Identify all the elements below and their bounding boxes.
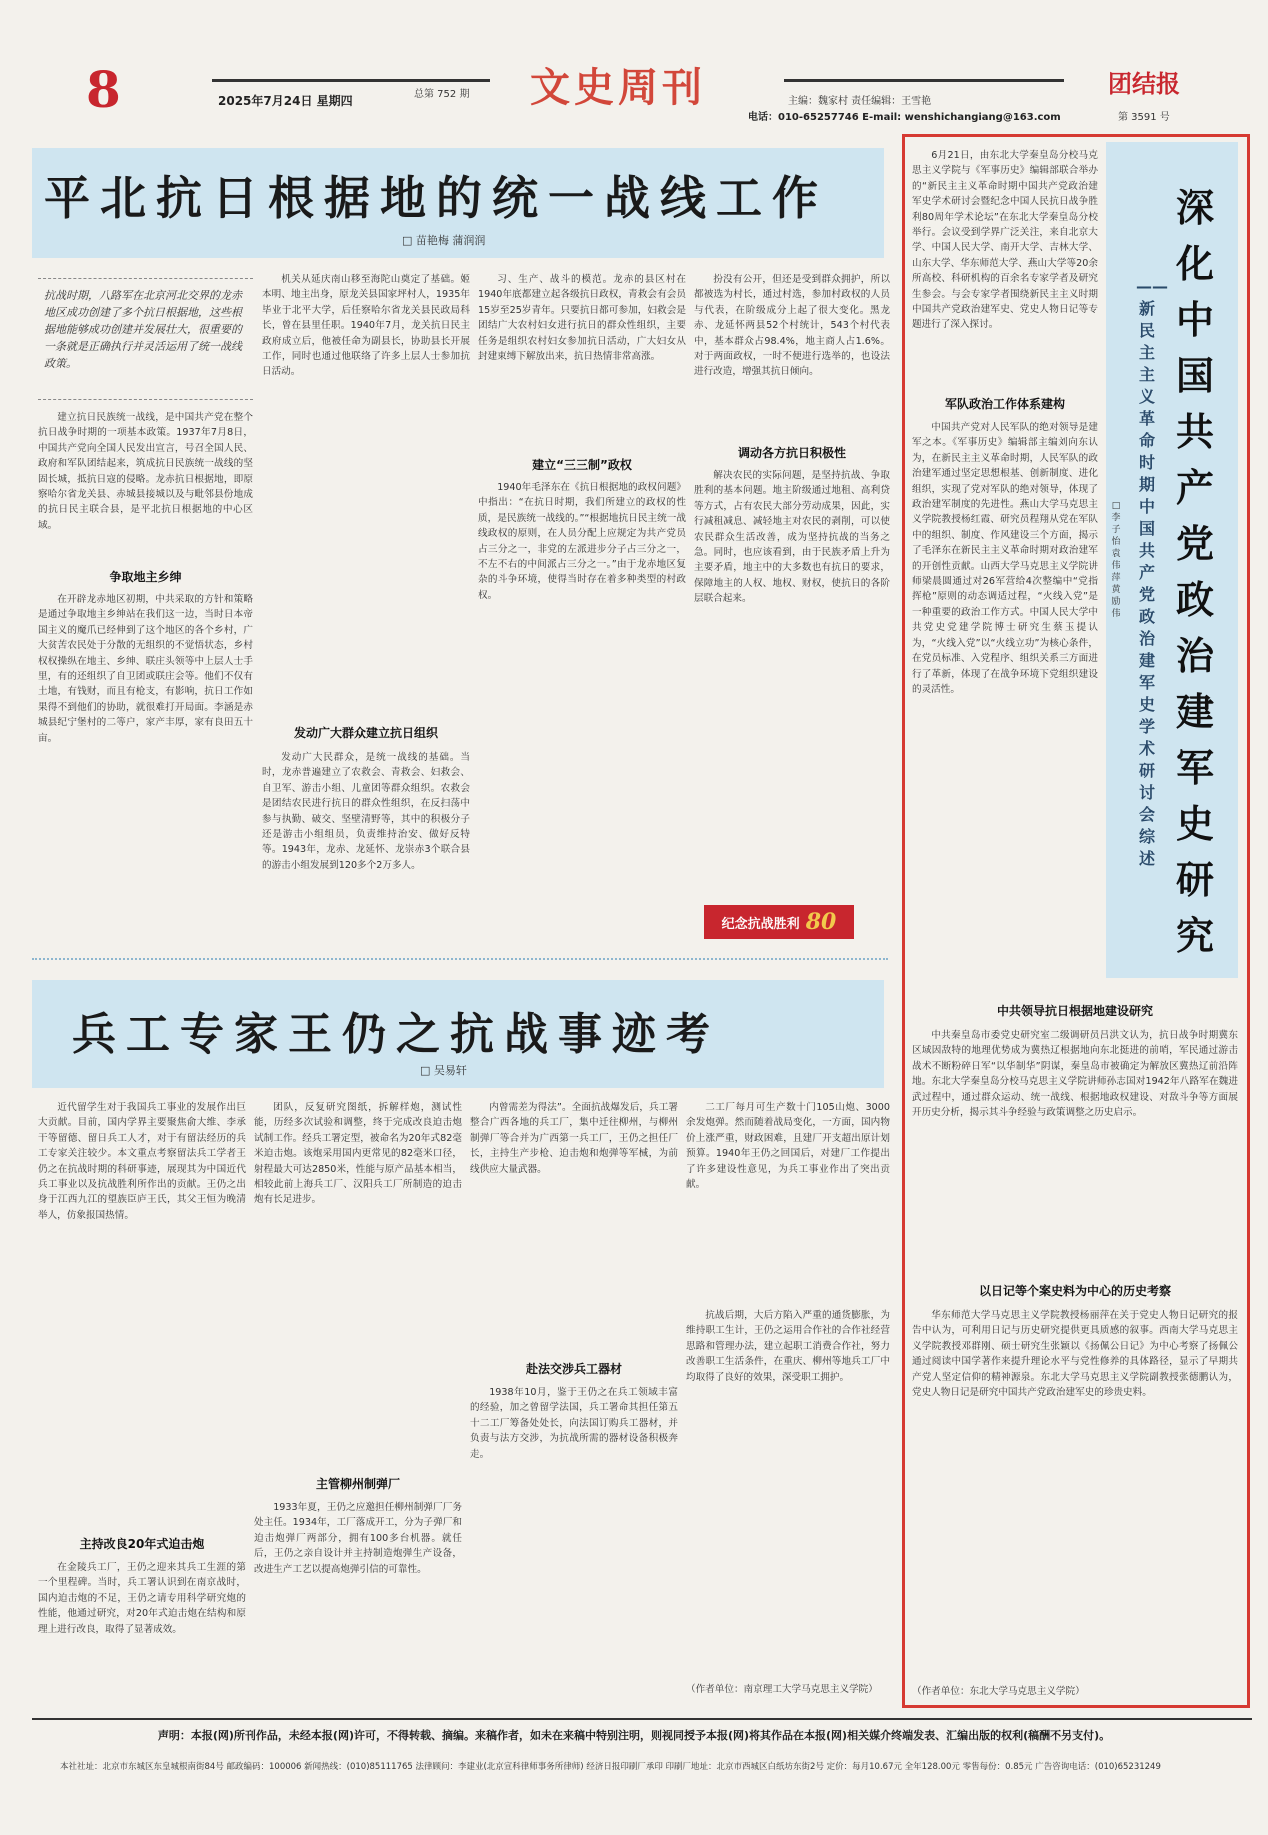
paragraph: 在金陵兵工厂，王仍之迎来其兵工生涯的第一个里程碑。当时，兵工署认识到在南京战时，国内迫击炮的不足，王仍之请专用科学研究炮的性能，他通过研究，对20年式迫击炮在结构和原理上进行改良，取得了显著成效。 [38,1562,246,1635]
masthead-rule-right [784,79,1064,82]
sidebar-subhead-1: 军队政治工作体系建构 [944,397,1065,411]
paragraph: 二工厂每月可生产数十门105山炮、3000余发炮弹。然而随着战局变化，一方面，国内物价上涨严重，财政困难，且建厂开支超出原计划预算。1940年王仍之回国后，对建厂工作提出了许多建设性意见，为兵工事业作出了突出贡献。 [686,1102,890,1191]
sidebar-author-note: （作者单位：东北大学马克思主义学院） [912,1686,1085,1697]
badge-number: 80 [805,909,837,935]
paragraph: 中国共产党对人民军队的绝对领导是建军之本。《军事历史》编辑部主编刘向东认为，在新民主主义革命时期，人民军队的政治建军通过坚定思想根基、创新制度、进化组织，实现了党对军队的绝对领导，体现了政治建军制度的先进性。燕山大学马克思主义学院教授杨红霞、研究员程翔从党在军队中的组织、制度、作风建设三个方面，揭示了毛泽东在新民主主义革命时期对政治建军的开创性贡献。山西大学马克思主义学院讲师梁晨圆通过对26军营给4次整编中“党指挥枪”原则的动态调适过程，“火线入党”是一种重要的政治工作方式。中国人民大学中共党史党建学院博士研究生蔡玉提认为，“火线入党”以“火线立功”为核心条件，在党员标准、入党程序、组织关系三方面进行了革新，体现了在战争环境下党组织建设的灵活性。 [912,422,1098,695]
article2-column-2 [254,1100,462,1460]
paragraph: 1933年夏，王仍之应邀担任柳州制弹厂厂务处主任。1934年，工厂落成开工，分为子弹厂和迫击炮弹厂两部分，拥有100多台机器。就任后，王仍之亲自设计并主持制造炮弹生产设备，改进生产工艺以提高炮弹引信的可靠性。 [254,1502,462,1575]
badge-text: 纪念抗战胜利 [721,916,800,932]
article2-column-2b [254,1500,462,1710]
sidebar-body-1 [912,420,1098,980]
editors-line: 主编：魏家村 责任编辑：王雪艳 [788,96,932,107]
article2-column-4b [686,1308,890,1668]
article1-subhead-2: 发动广大群众建立抗日组织 [293,726,438,740]
article1-column-2b [262,750,470,932]
article1-column-4b [694,468,890,894]
article-divider [32,958,888,960]
paragraph: 发动广大民群众，是统一战线的基础。当时，龙赤普遍建立了农救会、青救会、妇救会、自卫军、游击小组、儿童团等群众组织。农救会是团结农民进行抗日的群众性组织，在反扫荡中参与执勤、破交、坚壁清野等，其中的积极分子还是游击小组组员，负责维持治安、做好反特等。1943年，龙赤、龙延怀、龙崇赤3个联合县的游击小组发展到120多个2万多人。 [262,752,470,871]
paragraph: 内曾需差为得法”。全面抗战爆发后，兵工署整合广西各地的兵工厂，集中迁往柳州，与柳州制弹厂等合并为广西第一兵工厂，王仍之担任厂长，主持生产步枪、迫击炮和炮弹等军械，为前线供应大量武器。 [470,1102,678,1175]
paragraph: 抗战后期，大后方陷入严重的通货膨胀，为维持职工生计，王仍之运用合作社的合作社经营思路和管理办法，建立起职工消费合作社，努力改善职工生活条件，在重庆、柳州等地兵工厂中均取得了良好的效果，深受职工拥护。 [686,1310,890,1383]
sidebar-subtitle: ——新民主主义革命时期中国共产党政治建军史学术研讨会综述 [1136,277,1168,868]
sidebar-authors: □ 李子怡 袁伟萍 黄励伟 [1111,501,1121,619]
sidebar-title: 深化中国共产党政治建军史研究 [1175,185,1214,958]
paragraph: 华东师范大学马克思主义学院教授杨丽萍在关于党史人物日记研究的报告中认为，可利用日记与历史研究提供更具质感的叙事。西南大学马克思主义学院教授邓群刚、硕士研究生张颖以《扬佩公日记》为中心考察了扬佩公通过阅读中国学著作来提升理论水平与党性修养的具体路径，显示了早期共产党人坚定信仰的精神源泉。东北大学马克思主义学院副教授张德鹏认为，党史人物日记是研究中国共产党政治建军史的珍贵史料。 [912,1310,1238,1399]
paragraph: 解决农民的实际问题，是坚持抗战、争取胜利的基本问题。地主阶级通过地租、高利贷等方式，占有农民大部分劳动成果，因此，实行减租减息、减轻地主对农民的剥削，可以使农民群众生活改善，成为坚持抗战的当务之急。同时，也应该看到，由于民族矛盾上升为主要矛盾，地主中的大多数也有抗日的要求，保障地主的人权、地权、财权，使抗日的各阶层联合起来。 [694,470,890,605]
issue-number-left: 总第 752 期 [414,89,470,100]
article1-column-3 [478,272,686,422]
article2-column-3b [470,1385,678,1710]
paragraph: 中共秦皇岛市委党史研究室二级调研员吕洪文认为，抗日战争时期冀东区域因敌特的地理优势成为冀热辽根据地向东北挺进的前哨，军民通过游击战术不断粉碎日军“以华制华”阴谋，秦皇岛市被确定为解放区冀热辽前沿阵地。东北大学秦皇岛分校马克思主义学院讲师孙志国对1942年八路军在魏进武过程中，通过群众运动、统一战线、根据地政权建设、对敌斗争等方面展开历史分析，揭示其斗争经验与政策调整之历史启示。 [912,1030,1238,1119]
newspaper-logo: 团结报 [1108,69,1180,98]
sidebar-subhead-3: 以日记等个案史料为中心的历史考察 [978,1284,1171,1298]
anniversary-badge [704,905,854,939]
article2-subhead-2: 主管柳州制弹厂 [315,1477,400,1491]
contact-line: 电话：010-65257746 E-mail: wenshichangiang@163.com [748,112,1061,123]
paragraph: 建立抗日民族统一战线，是中国共产党在整个抗日战争时期的一项基本政策。1937年7月8日，中国共产党向全国人民发出宣言，号召全国人民、政府和军队团结起来，筑成抗日民族统一战线的坚固长城，抵抗日寇的侵略。龙赤抗日根据地，即原察哈尔省龙关县、赤城县接城以及与毗邻县份地成的抗日民主联合县，是平北抗日根据地的中心区域。 [38,412,253,531]
paragraph: 在开辟龙赤地区初期，中共采取的方针和策略是通过争取地主乡绅站在我们这一边，当时日本帝国主义的魔爪已经伸到了这个地区的各个乡村，广大贫苦农民处于分散的无组织的不觉悟状态，乡村权权操纵在地主、乡绅、联庄头领等中上层人士手里，有的还组织了自卫团或联庄会等。他们不仅有土地，有钱财，而且有枪支，有影响，抗日工作如果得不到他们的协助，就很难打开局面。李涵是赤城县纪宁堡村的二等户，家产丰厚，家有良田五十亩。 [38,594,253,744]
article2-column-4 [686,1100,890,1300]
section-title: 文史周刊 [530,64,706,111]
paragraph: 近代留学生对于我国兵工事业的发展作出巨大贡献。目前，国内学界主要聚焦俞大维、李承干等留德、留日兵工人才，对于有留法经历的兵工专家关注较少。本文重点考察留法兵工学者王仍之在抗战时期的科研事迹，展现其为中国近代兵工事业以及抗战胜利所作出的贡献。王仍之出身于江西九江的望族臣庐王氏，其父王恒为晚清举人，仿象报国热情。 [38,1102,246,1221]
article1-subhead-1: 争取地主乡绅 [109,570,182,584]
paragraph: 习、生产、战斗的模范。龙赤的县区村在1940年底都建立起各级抗日政权，青救会有会员15岁至25岁青年。只要抗日都可参加，妇救会是团结广大农村妇女进行抗日的群众性组织，主要任务是组织农村妇女参加抗日活动，广大妇女从封建束缚下解放出来，抗日热情非常高涨。 [478,274,686,363]
paragraph: 扮没有公开，但还是受到群众拥护，所以都被选为村长，通过村选，参加村政权的人员与代表，在阶级成分上起了很大变化。黑龙赤、龙延怀两县52个村统计，543个村代表中，基本群众占98.4%，地主商人占1.6%。对于两面政权，一时不便进行选举的，也设法进行改造，增强其抗日倾向。 [694,274,890,378]
article2-author-note: （作者单位：南京理工大学马克思主义学院） [686,1684,878,1695]
article1-column-2 [262,272,470,612]
article2-column-1 [38,1100,246,1520]
masthead-rule-left [212,79,490,82]
footer-statement: 声明：本报(网)所刊作品，未经本报(网)许可，不得转载、摘编。来稿作者，如未在来稿中特别注明，则视同授予本报(网)将其作品在本报(网)相关媒介终端发表、汇编出版的权利(稿酬不另支付)。 [157,1729,1111,1742]
article1-column-4 [694,272,890,422]
article1-subhead-4: 调动各方抗日积极性 [737,446,846,460]
article2-headline: 兵工专家王仍之抗战事迹考 [72,1009,720,1060]
article1-column-1b [38,592,253,930]
footer-rule [32,1718,1252,1720]
paragraph: 机关从延庆南山移至海陀山奠定了基础。姬本明、地主出身，原龙关县国家坪村人，1935年毕业于北平大学，后任察哈尔省龙关县民政局科长，曾在县里任职。1940年7月，龙关抗日民主政府成立后，他被任命为副县长，协助县长开展工作，同时也通过他联络了许多上层人士参加抗日活动。 [262,274,470,378]
paragraph: 6月21日，由东北大学秦皇岛分校马克思主义学院与《军事历史》编辑部联合举办的“新民主主义革命时期中国共产党政治建军史学术研讨会暨纪念中国人民抗日战争胜利80周年学术论坛”在东北大学秦皇岛分校举行。会议受到学界广泛关注，来自北京大学、中国人民大学、南开大学、吉林大学、山东大学、华东师范大学、燕山大学等20余所高校、科研机构的百余名专家学者及研究生参会。与会专家学者围绕新民主主义时期中国共产党政治建军史、党史人物日记等专题进行了深入探讨。 [912,150,1098,331]
sidebar-body-3 [912,1308,1238,1678]
article2-byline: □ 吴易轩 [420,1064,467,1077]
sidebar-subhead-2: 中共领导抗日根据地建设研究 [996,1004,1153,1018]
paragraph: 团队，反复研究图纸，拆解样炮，测试性能，历经多次试验和调整，终于完成改良迫击炮试制工作。经兵工署定型，被命名为20年式82毫米迫击炮。该炮采用国内更常见的82毫米口径，射程最大可达2850米，性能与原产品基本相当，相较此前上海兵工厂、汉阳兵工厂所制造的迫击炮有长足进步。 [254,1102,462,1206]
article2-column-1b [38,1560,246,1710]
page-number: 8 [86,60,121,119]
article2-subhead-1: 主持改良20年式迫击炮 [79,1537,205,1551]
article1-subhead-3: 建立“三三制”政权 [532,458,632,472]
sidebar-body-2 [912,1028,1238,1268]
paragraph: 1940年毛泽东在《抗日根据地的政权问题》中指出：“在抗日时期，我们所建立的政权的性质，是民族统一战线的。”“根据地抗日民主统一战线政权的原则，在人员分配上应规定为共产党员占三分之一，非党的左派进步分子占三分之一，不左不右的中间派占三分之一。”由于龙赤地区复杂的斗争环境，使得当时存在着多种类型的村政权。 [478,482,686,601]
article1-lead: 抗战时期，八路军在北京河北交界的龙赤地区成功创建了多个抗日根据地，这些根据地能够成功创建并发展壮大，很重要的一条就是正确执行并灵活运用了统一战线政策。 [38,278,253,400]
article2-column-3 [470,1100,678,1350]
article1-byline: □ 苗艳梅 蒲润润 [402,234,486,247]
article2-subhead-3: 赴法交涉兵工器材 [525,1362,622,1376]
sidebar-intro [912,148,1098,388]
footer-publisher-info: 本社社址：北京市东城区东皇城根南街84号 邮政编码：100006 新闻热线：(010)85111765 法律顾问：李建业(北京宣科律师事务所律师) 经济日报印刷厂承印 印刷厂地址：北京市西城区白纸坊东街2号 定价：每月10.67元 全年128.00元 零售每份：0.85元 广告咨询电话：(010)65231249 [60,1762,1161,1772]
paragraph: 1938年10月，鉴于王仍之在兵工领域丰富的经验，加之曾留学法国，兵工署命其担任第五十二工厂筹备处处长，向法国订购兵工器材，并负责与法方交涉，为抗战所需的器材设备积极奔走。 [470,1387,678,1460]
article1-column-1 [38,410,253,560]
issue-date: 2025年7月24日 星期四 [218,94,353,108]
article1-column-3b [478,480,686,932]
issue-number-right: 第 3591 号 [1118,112,1170,123]
article1-headline: 平北抗日根据地的统一战线工作 [44,171,828,225]
